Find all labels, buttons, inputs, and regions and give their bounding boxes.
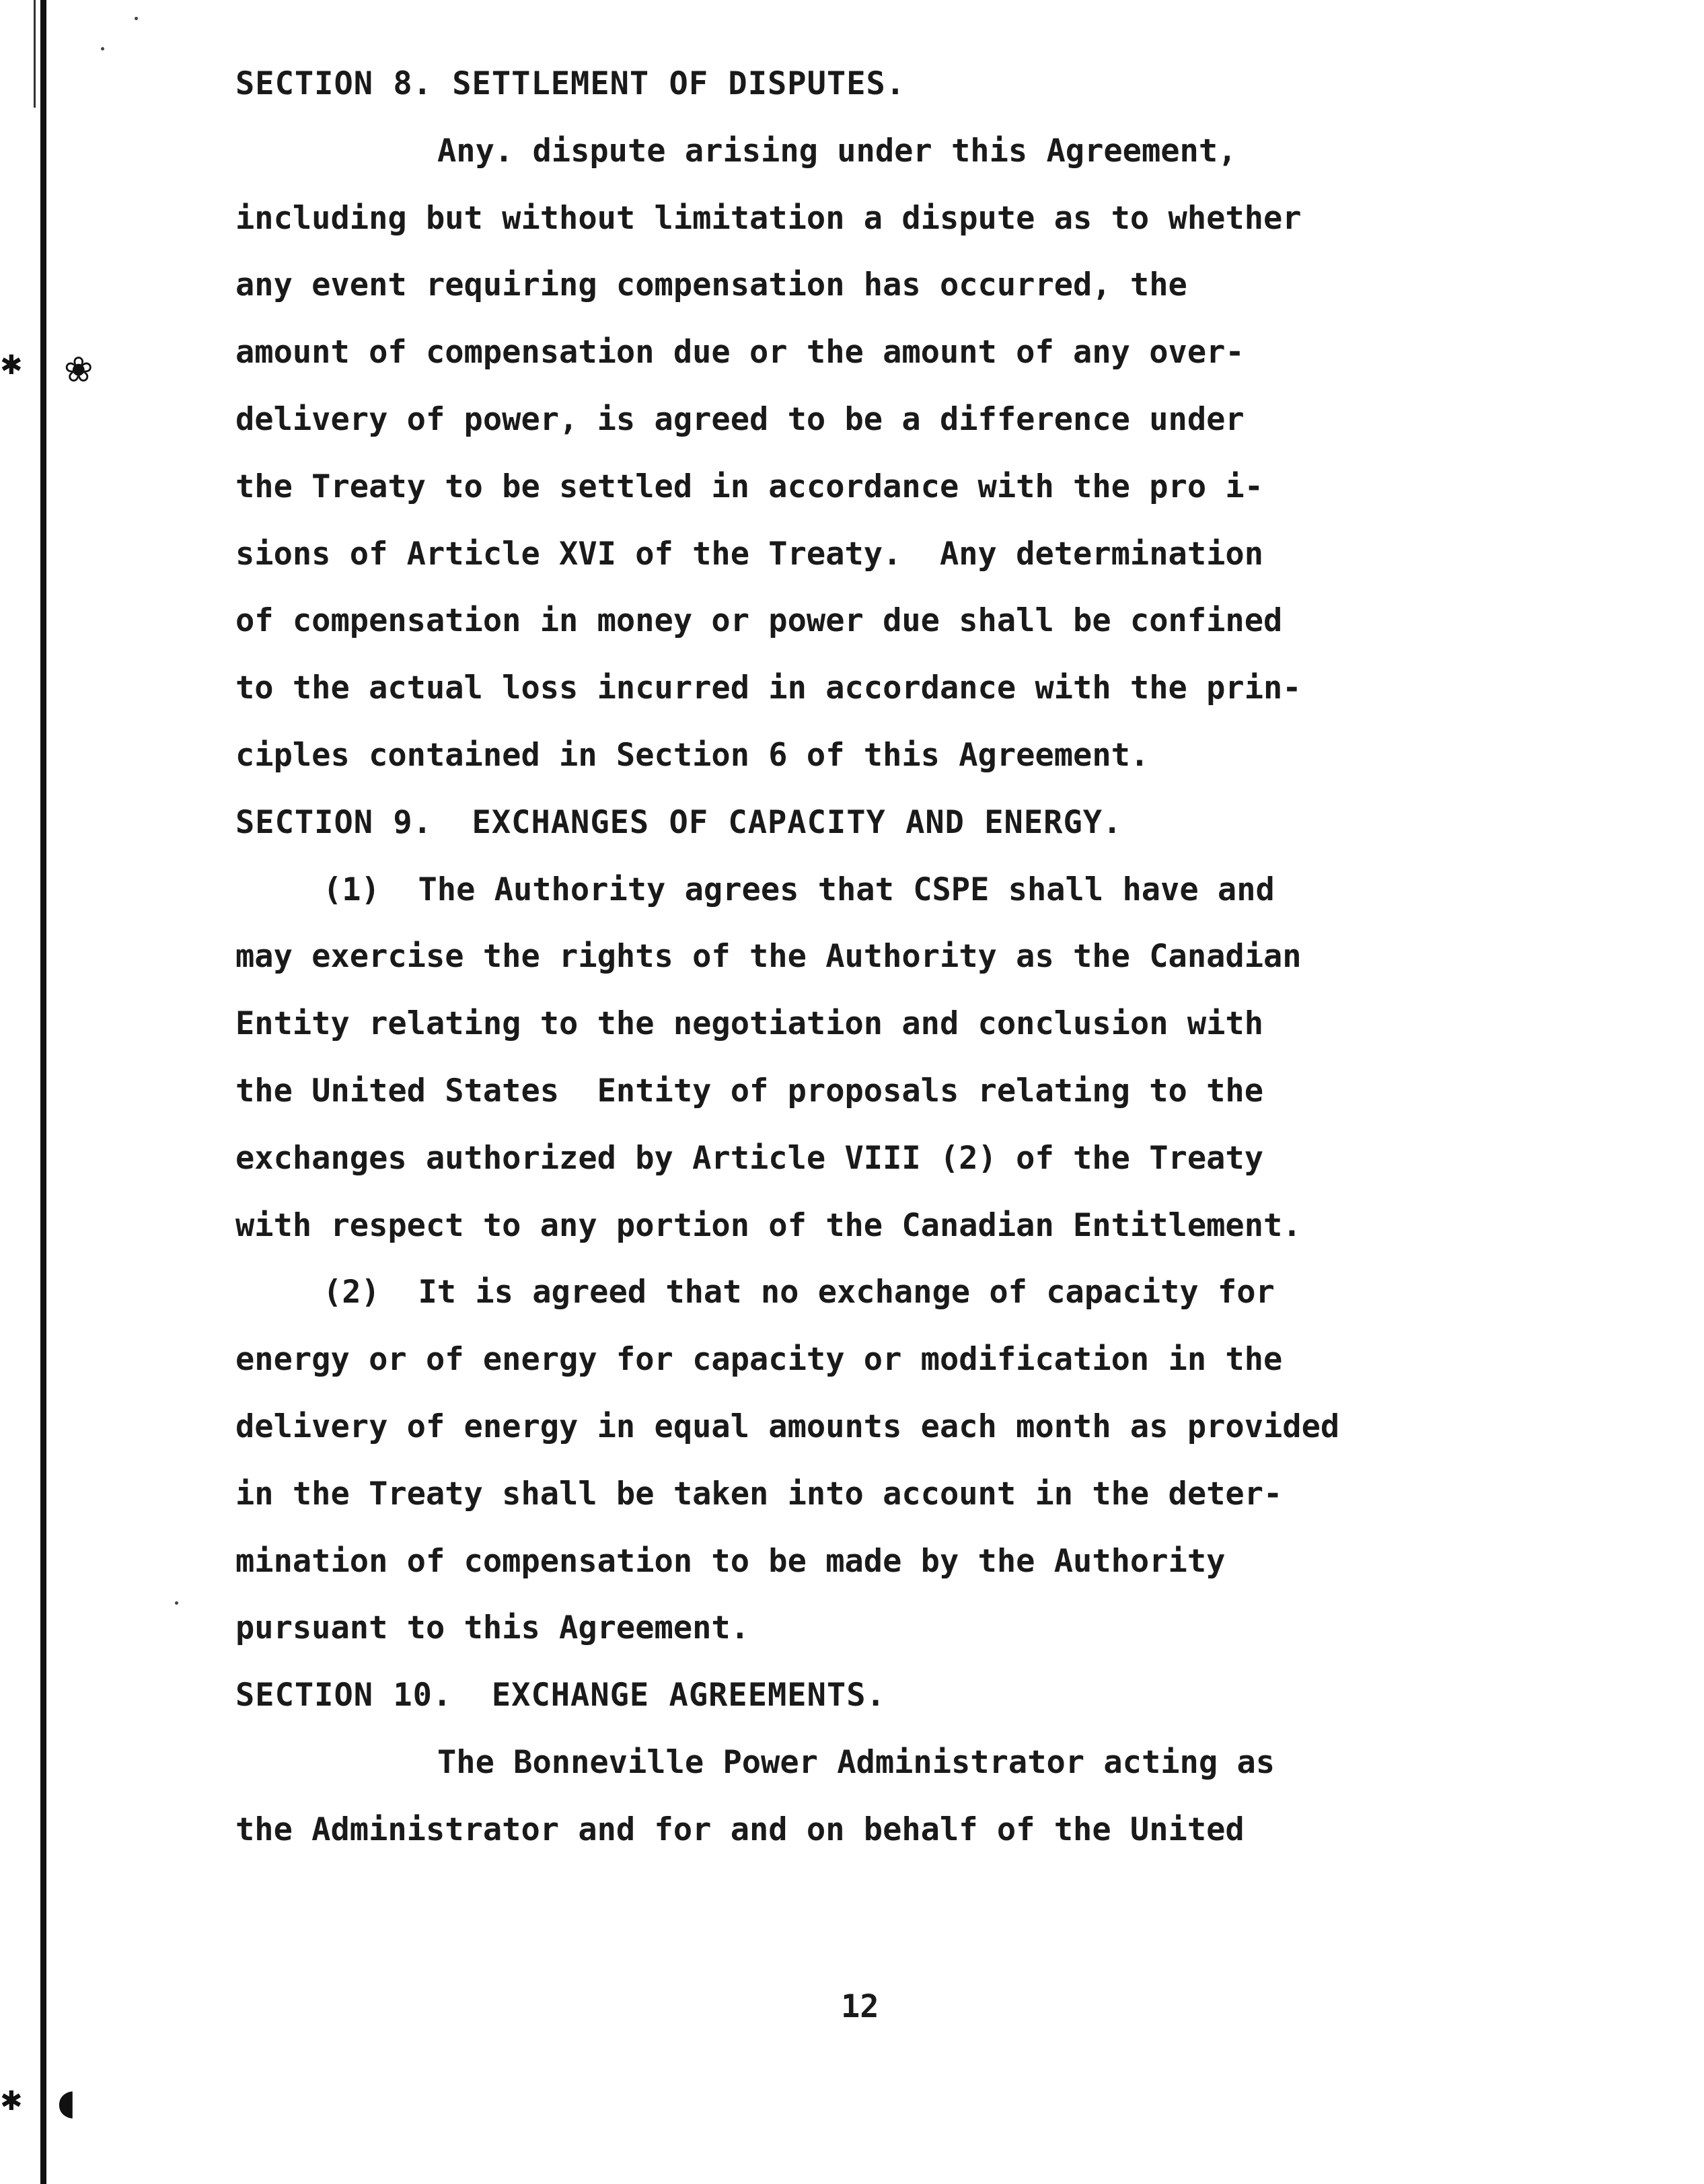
- text-line: including but without limitation a dispute as to whether: [235, 199, 1302, 237]
- text-line: the Treaty to be settled in accordance with the pro i-: [235, 468, 1264, 505]
- text-line: ciples contained in Section 6 of this Agreement.: [235, 736, 1150, 774]
- text-line: (1) The Authority agrees that CSPE shall have and: [323, 871, 1275, 908]
- text-line: exchanges authorized by Article VIII (2) of the Treaty: [235, 1139, 1264, 1177]
- page-number: 12: [841, 1988, 879, 2025]
- text-line: to the actual loss incurred in accordance with the prin-: [235, 669, 1302, 707]
- left-margin-rule: [40, 0, 46, 2184]
- left-margin-rule-thin: [34, 0, 36, 108]
- text-line: delivery of energy in equal amounts each month as provided: [235, 1408, 1340, 1445]
- text-line: the Administrator and for and on behalf of the United: [235, 1811, 1245, 1848]
- text-line: sions of Article XVI of the Treaty. Any determination: [235, 535, 1264, 573]
- text-line: amount of compensation due or the amount of any over-: [235, 334, 1245, 371]
- text-line: (2) It is agreed that no exchange of capacity for: [323, 1274, 1275, 1311]
- scan-speck: [101, 47, 104, 50]
- text-line: energy or of energy for capacity or modification in the: [235, 1341, 1283, 1379]
- scan-speck: [175, 1601, 178, 1605]
- text-line: in the Treaty shall be taken into account in the deter-: [235, 1475, 1283, 1513]
- binding-hole-mark-icon: ✱: [0, 350, 23, 381]
- text-line: with respect to any portion of the Canadian Entitlement.: [235, 1206, 1302, 1244]
- text-line: Entity relating to the negotiation and conclusion with: [235, 1005, 1264, 1043]
- text-line: The Bonneville Power Administrator acting as: [437, 1743, 1275, 1781]
- scan-speck: [135, 17, 138, 20]
- binding-hole-mark-icon: ◖: [57, 2082, 76, 2123]
- text-line: of compensation in money or power due shall be confined: [235, 602, 1283, 640]
- section-9-heading: SECTION 9. EXCHANGES OF CAPACITY AND ENERGY.: [235, 803, 1123, 841]
- text-line: mination of compensation to be made by the Authority: [235, 1542, 1226, 1580]
- section-8-heading: SECTION 8. SETTLEMENT OF DISPUTES.: [235, 65, 906, 102]
- document-body: [235, 50, 1446, 1864]
- text-line: the United States Entity of proposals relating to the: [235, 1072, 1264, 1109]
- binding-hole-mark-icon: ✱: [0, 2086, 23, 2117]
- binding-hole-mark-icon: ❀: [64, 350, 94, 390]
- section-10-heading: SECTION 10. EXCHANGE AGREEMENTS.: [235, 1677, 886, 1714]
- text-line: delivery of power, is agreed to be a difference under: [235, 400, 1245, 438]
- text-line: any event requiring compensation has occurred, the: [235, 266, 1187, 304]
- text-line: may exercise the rights of the Authority as the Canadian: [235, 938, 1302, 976]
- text-line: Any. dispute arising under this Agreement,: [437, 132, 1237, 170]
- text-line: pursuant to this Agreement.: [235, 1609, 750, 1647]
